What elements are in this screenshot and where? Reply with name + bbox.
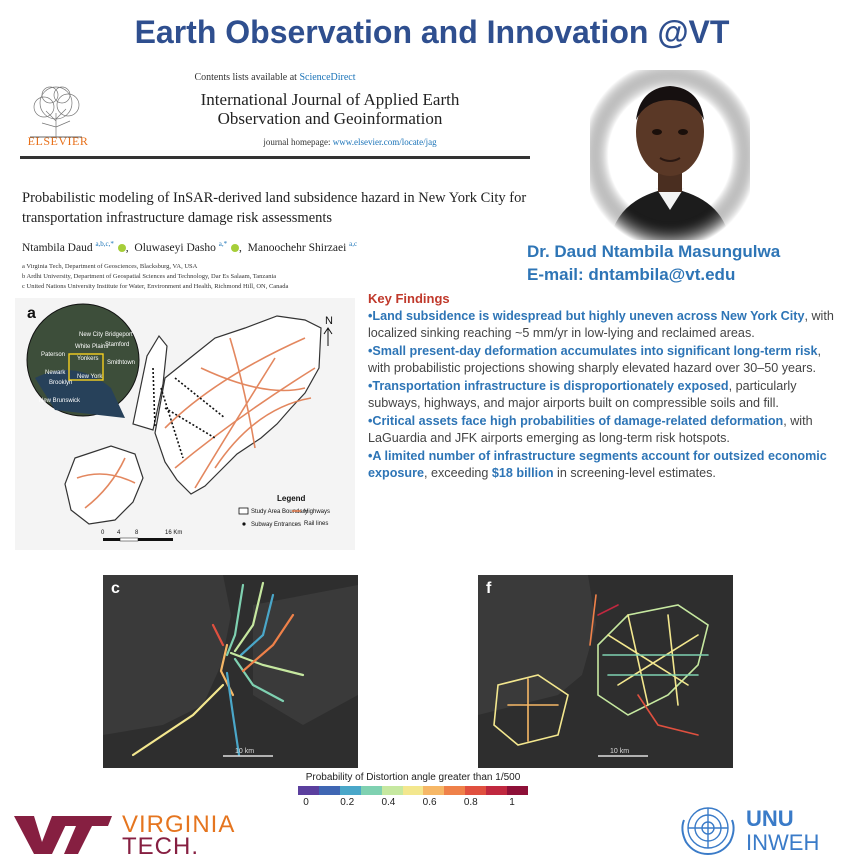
colorbar-title: Probability of Distortion angle greater than 1/500 bbox=[305, 772, 521, 783]
colorbar bbox=[298, 786, 528, 795]
colorbar-ticks bbox=[298, 795, 528, 809]
affiliation-line: b Ardhi University, Department of Geospatial Sciences and Technology, Dar Es Salaam, Tanzania bbox=[22, 273, 277, 280]
north-arrow-label: N bbox=[325, 315, 333, 327]
finding-item bbox=[368, 448, 846, 483]
legend-title: Legend bbox=[277, 494, 306, 503]
finding-text: , with probabilistic projections showing sharply elevated hazard over 30–50 years. bbox=[368, 343, 821, 375]
scale-tick: 8 bbox=[135, 530, 139, 536]
colorbar-swatch bbox=[423, 786, 444, 795]
colorbar-swatch bbox=[486, 786, 507, 795]
colorbar-swatch bbox=[298, 786, 319, 795]
vt-wordmark-line1: VIRGINIA bbox=[122, 811, 236, 838]
probability-map-f bbox=[478, 575, 733, 768]
author-portrait bbox=[590, 70, 750, 240]
header-rule bbox=[20, 156, 530, 159]
inset-place-label: White Plains bbox=[75, 344, 109, 350]
contact-email[interactable]: E-mail: dntambila@vt.edu bbox=[527, 265, 736, 284]
elsevier-wordmark: ELSEVIER bbox=[27, 134, 89, 148]
page-title: Earth Observation and Innovation @VT bbox=[134, 14, 730, 50]
finding-highlight: $18 billion bbox=[491, 466, 554, 480]
affiliations bbox=[22, 262, 532, 292]
colorbar-swatch bbox=[361, 786, 382, 795]
colorbar-tick-label: 0.4 bbox=[381, 797, 396, 808]
inset-place-label: New York bbox=[77, 374, 103, 380]
affiliation-line: c United Nations University Institute for Water, Environment and Health, Richmond Hill, ON, Canada bbox=[22, 283, 289, 290]
colorbar-swatch bbox=[382, 786, 403, 795]
journal-header bbox=[20, 68, 530, 156]
legend-label: Highways bbox=[304, 509, 331, 515]
scale-tick: 16 Km bbox=[165, 530, 183, 536]
colorbar-tick-label: 0 bbox=[303, 797, 309, 808]
inset-place-label: Smithtown bbox=[107, 360, 136, 366]
orcid-icon[interactable] bbox=[118, 244, 126, 252]
inset-place-label: Newark bbox=[45, 370, 66, 376]
author-affiliation-marks: a,b,c,* bbox=[95, 240, 114, 248]
finding-bold: •A limited number of infrastructure segments account for outsized economic exposure bbox=[368, 448, 827, 480]
inset-place-label: Bridgeport bbox=[105, 332, 133, 338]
scale-tick: 0 bbox=[101, 530, 105, 536]
key-findings bbox=[368, 290, 846, 483]
inset-place-label: Yonkers bbox=[77, 356, 99, 362]
findings-heading: Key Findings bbox=[368, 291, 450, 306]
finding-text: , exceeding bbox=[424, 466, 492, 480]
inset-place-label: Paterson bbox=[41, 352, 66, 358]
author-affiliation-marks: a,* bbox=[218, 240, 228, 248]
author-name: Manoochehr Shirzaei bbox=[247, 241, 347, 254]
colorbar-tick-label: 0.8 bbox=[463, 797, 478, 808]
paper-title: Probabilistic modeling of InSAR-derived land subsidence hazard in New York City for transportation infrastructure damage risk assessments bbox=[22, 190, 527, 226]
panel-label-a: a bbox=[27, 305, 36, 322]
sciencedirect-link[interactable]: ScienceDirect bbox=[299, 72, 356, 83]
virginia-tech-logo bbox=[12, 808, 262, 858]
finding-text: , with localized sinking reaching ~5 mm/yr in low-lying and reclaimed areas. bbox=[368, 308, 834, 340]
colorbar-swatch bbox=[444, 786, 465, 795]
author-name: Ntambila Daud bbox=[22, 241, 93, 254]
colorbar-swatch bbox=[340, 786, 361, 795]
journal-name: International Journal of Applied Earth Observation and Geoinformation bbox=[200, 90, 460, 128]
inweh-wordmark: INWEH bbox=[746, 830, 820, 855]
finding-bold: •Critical assets face high probabilities of damage-related deformation bbox=[368, 413, 784, 428]
colorbar-swatch bbox=[403, 786, 424, 795]
colorbar-swatch bbox=[507, 786, 528, 795]
inset-place-label: Brooklyn bbox=[49, 380, 73, 386]
author-list: Ntambila Daud $^{a,b,c,*}$ , Oluwaseyi Dasho $^{a,*}$ , Manoochehr Shirzaei $^{a,c}$ bbox=[22, 240, 358, 254]
legend-label: Rail lines bbox=[304, 521, 329, 527]
colorbar-legend bbox=[298, 772, 528, 809]
probability-map-c bbox=[103, 575, 358, 768]
panel-label-c: c bbox=[111, 580, 120, 597]
finding-bold: •Small present-day deformation accumulates into significant long-term risk bbox=[368, 343, 818, 358]
panel-label-f: f bbox=[486, 580, 492, 597]
finding-bold: •Land subsidence is widespread but highly uneven across New York City bbox=[368, 308, 805, 323]
colorbar-tick-label: 0.6 bbox=[422, 797, 437, 808]
inset-place-label: New Brunswick bbox=[39, 398, 81, 404]
contents-line bbox=[20, 72, 530, 83]
contact-name: Dr. Daud Ntambila Masungulwa bbox=[527, 242, 781, 261]
finding-item bbox=[368, 308, 846, 343]
finding-bold: •Transportation infrastructure is disproportionately exposed bbox=[368, 378, 729, 393]
finding-text: , with LaGuardia and JFK airports emerging as long-term risk hotspots. bbox=[368, 413, 813, 445]
unu-inweh-logo bbox=[678, 798, 858, 858]
legend-label: Subway Entrances bbox=[251, 522, 302, 528]
un-emblem-icon bbox=[682, 808, 733, 854]
homepage-url[interactable]: www.elsevier.com/locate/jag bbox=[332, 137, 437, 147]
journal-homepage bbox=[180, 137, 520, 147]
legend-label: Study Area Boundary bbox=[251, 509, 308, 515]
finding-text: in screening-level estimates. bbox=[553, 466, 716, 480]
inset-place-label: New City bbox=[79, 332, 104, 338]
colorbar-tick-label: 1 bbox=[509, 797, 515, 808]
author-name: Oluwaseyi Dasho bbox=[134, 241, 216, 254]
colorbar-swatch bbox=[465, 786, 486, 795]
vt-wordmark-line2: TECH. bbox=[122, 833, 199, 858]
orcid-icon[interactable] bbox=[231, 244, 239, 252]
colorbar-swatch bbox=[319, 786, 340, 795]
contents-prefix: Contents lists available at bbox=[194, 72, 300, 83]
scale-label: 10 km bbox=[235, 748, 255, 755]
finding-item bbox=[368, 413, 846, 448]
study-area-map bbox=[15, 298, 355, 550]
finding-item bbox=[368, 343, 846, 378]
author-affiliation-marks: a,c bbox=[349, 240, 358, 248]
inset-place-label: Stamford bbox=[105, 342, 130, 348]
scale-label: 10 km bbox=[610, 748, 630, 755]
unu-wordmark: UNU bbox=[746, 806, 794, 831]
homepage-prefix: journal homepage: bbox=[263, 137, 333, 147]
finding-item bbox=[368, 378, 846, 413]
finding-text: , particularly subways, highways, and major airports built on compressible soils and fill. bbox=[368, 378, 797, 410]
affiliation-line: a Virginia Tech, Department of Geosciences, Blacksburg, VA, USA bbox=[22, 263, 198, 270]
scale-tick: 4 bbox=[117, 530, 121, 536]
colorbar-tick-label: 0.2 bbox=[340, 797, 355, 808]
